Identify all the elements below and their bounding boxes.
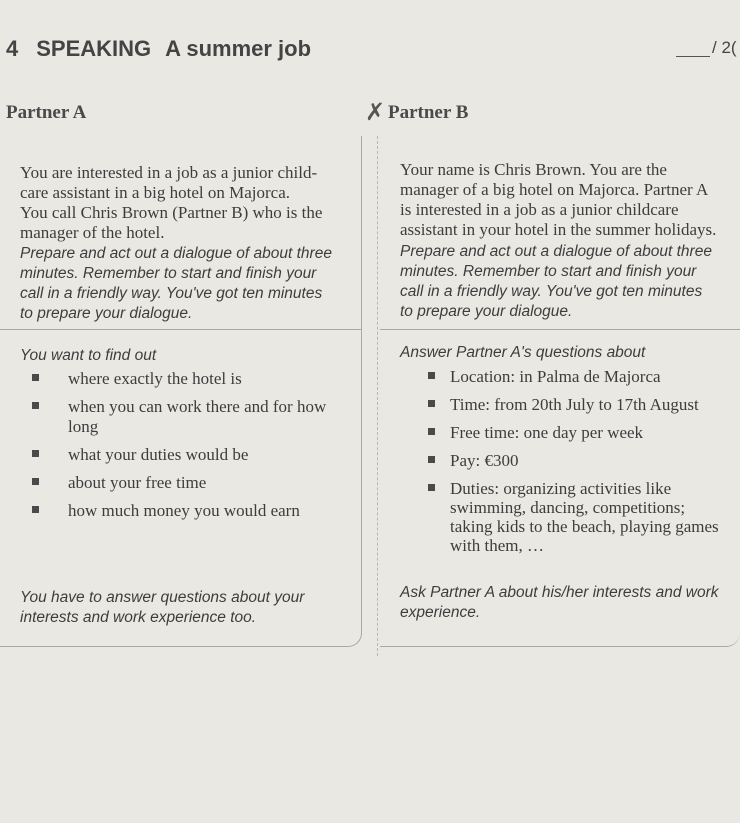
- bullet-icon: [428, 456, 435, 463]
- bullet-icon: [32, 402, 39, 409]
- list-item-continuation: long: [68, 417, 99, 436]
- find-out-list: [68, 369, 326, 529]
- partner-a-intro: You are interested in a job as a junior child- care assistant in a big hotel on Majorca. You call Chris Brown (Partner B) who is the manager of the hotel.: [20, 163, 323, 242]
- partner-b-intro: Your name is Chris Brown. You are the manager of a big hotel on Majorca. Partner A is interested in a job as a junior childcare assistant in your hotel in the summer holidays.: [400, 160, 717, 239]
- partner-a-separator: [0, 329, 361, 330]
- bullet-icon: [428, 372, 435, 379]
- answer-list: [450, 367, 719, 555]
- list-item-continuation: taking kids to the beach, playing games: [450, 517, 719, 536]
- list-item-continuation: with them, …: [450, 536, 544, 555]
- cut-line: [377, 136, 378, 656]
- bullet-icon: [32, 506, 39, 513]
- partner-a-closing: You have to answer questions about your interests and work experience too.: [20, 589, 305, 626]
- list-item: Free time: one day per week: [450, 423, 719, 451]
- score-total: / 2(: [712, 38, 737, 57]
- exercise-number: 4: [6, 36, 19, 61]
- partner-a-instructions: Prepare and act out a dialogue of about three minutes. Remember to start and finish your call in a friendly way. You've got ten minutes to prepare your dialogue.: [20, 245, 332, 322]
- bullet-icon: [32, 450, 39, 457]
- bullet-icon: [32, 374, 39, 381]
- exercise-heading: [6, 36, 311, 62]
- list-item: what your duties would be: [68, 445, 326, 473]
- list-item: Duties: organizing activities like: [450, 479, 719, 498]
- bullet-icon: [428, 428, 435, 435]
- bullet-icon: [32, 478, 39, 485]
- list-item: when you can work there and for how: [68, 397, 326, 417]
- list-item: about your free time: [68, 473, 326, 501]
- scissors-icon: ✗: [365, 100, 386, 126]
- score-blank-line: [676, 56, 710, 57]
- bullet-icon: [428, 484, 435, 491]
- partner-b-instructions: Prepare and act out a dialogue of about three minutes. Remember to start and finish your call in a friendly way. You've got ten minutes to prepare your dialogue.: [400, 243, 712, 320]
- list-item: Time: from 20th July to 17th August: [450, 395, 719, 423]
- partner-a-label: Partner A: [6, 102, 87, 123]
- list-item-continuation: swimming, dancing, competitions;: [450, 498, 686, 517]
- list-item: Location: in Palma de Majorca: [450, 367, 719, 395]
- list-item: how much money you would earn: [68, 501, 326, 529]
- list-item: where exactly the hotel is: [68, 369, 326, 397]
- partner-b-label: Partner B: [388, 102, 469, 123]
- answer-heading: Answer Partner A's questions about: [400, 344, 646, 361]
- find-out-heading: You want to find out: [20, 347, 157, 364]
- bullet-icon: [428, 400, 435, 407]
- page-title: A summer job: [165, 36, 312, 61]
- section-label: SPEAKING: [36, 36, 152, 61]
- list-item: Pay: €300: [450, 451, 719, 479]
- partner-b-separator: [380, 329, 740, 330]
- partner-b-closing: Ask Partner A about his/her interests and work experience.: [400, 584, 719, 621]
